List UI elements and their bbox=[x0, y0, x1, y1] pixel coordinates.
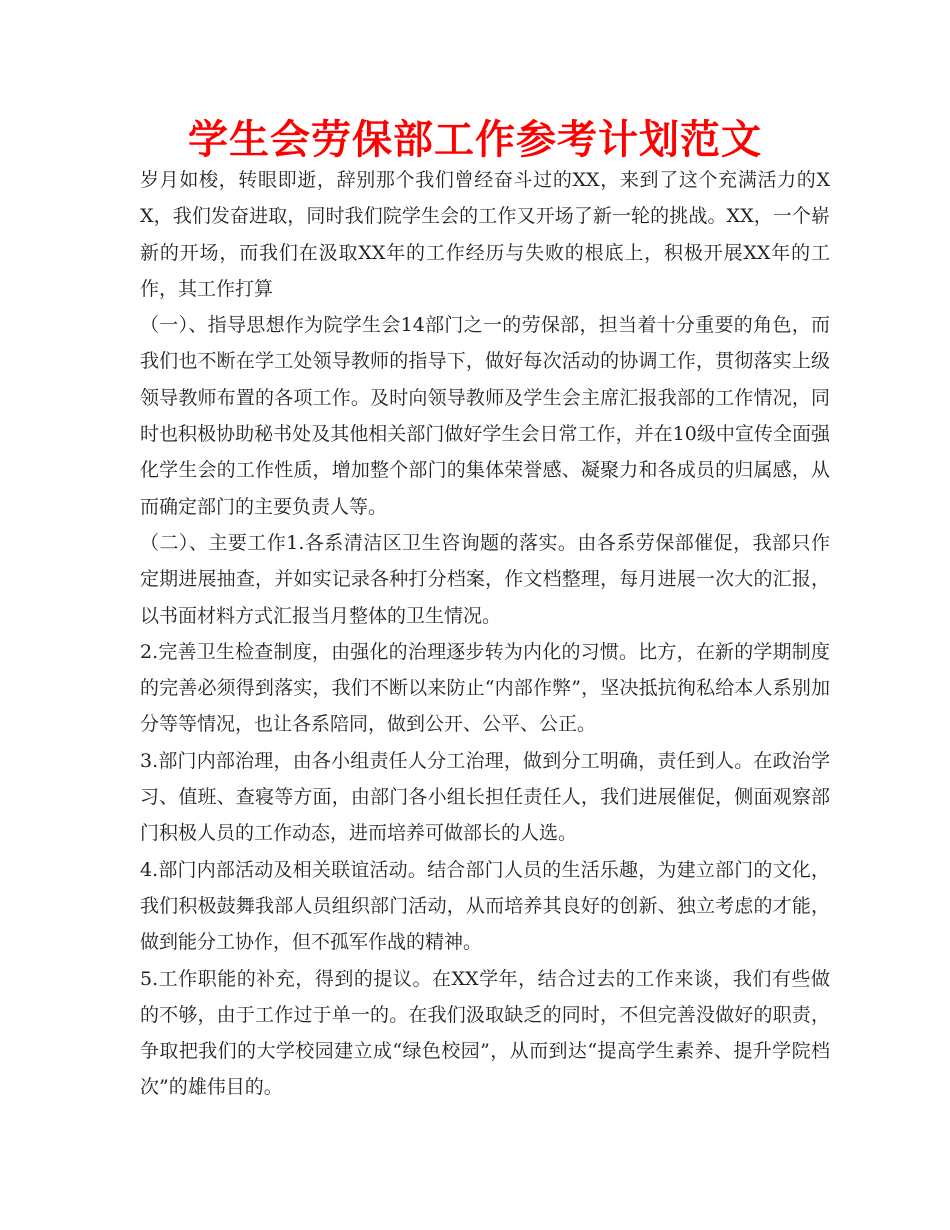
paragraph-item-3: 3.部门内部治理，由各小组责任人分工治理，做到分工明确，责任到人。在政治学习、值班、查寝等方面，由部门各小组长担任责任人，我们进展催促，侧面观察部门积极人员的工作动态，进而培养可做部长的人选。 bbox=[140, 749, 830, 845]
paragraph-item-4: 4.部门内部活动及相关联谊活动。结合部门人员的生活乐趣，为建立部门的文化，我们积极鼓舞我部人员组织部门活动，从而培养其良好的创新、独立考虑的才能，做到能分工协作，但不孤军作战的精神。 bbox=[140, 858, 830, 954]
paragraph-main-work: （二）、主要工作1.各系清洁区卫生咨询题的落实。由各系劳保部催促，我部只作定期进展抽查，并如实记录各种打分档案，作文档整理，每月进展一次大的汇报，以书面材料方式汇报当月整体的卫生情况。 bbox=[140, 531, 830, 627]
document-body bbox=[140, 162, 830, 1106]
paragraph-intro: 岁月如梭，转眼即逝，辞别那个我们曾经奋斗过的XX，来到了这个充满活力的XX，我们发奋进取，同时我们院学生会的工作又开场了新一轮的挑战。XX，一个崭新的开场，而我们在汲取XX年的工作经历与失败的根底上，积极开展XX年的工作，其工作打算 bbox=[140, 169, 830, 300]
paragraph-item-2: 2.完善卫生检查制度，由强化的治理逐步转为内化的习惯。比方，在新的学期制度的完善必须得到落实，我们不断以来防止“内部作弊”，坚决抵抗徇私给本人系别加分等等情况，也让各系陪同，做到公开、公平、公正。 bbox=[140, 640, 830, 736]
document-title: 学生会劳保部工作参考计划范文 bbox=[188, 117, 762, 163]
paragraph-item-5: 5.工作职能的补充，得到的提议。在XX学年，结合过去的工作来谈，我们有些做的不够，由于工作过于单一的。在我们汲取缺乏的同时，不但完善没做好的职责，争取把我们的大学校园建立成“绿色校园”，从而到达“提高学生素养、提升学院档次”的雄伟目的。 bbox=[140, 967, 830, 1099]
paragraph-guiding-ideology: （一）、指导思想作为院学生会14部门之一的劳保部，担当着十分重要的角色，而我们也不断在学工处领导教师的指导下，做好每次活动的协调工作，贯彻落实上级领导教师布置的各项工作。及时向领导教师及学生会主席汇报我部的工作情况，同时也积极协助秘书处及其他相关部门做好学生会日常工作，并在10级中宣传全面强化学生会的工作性质，增加整个部门的集体荣誉感、凝聚力和各成员的归属感，从而确定部门的主要负责人等。 bbox=[140, 314, 830, 518]
